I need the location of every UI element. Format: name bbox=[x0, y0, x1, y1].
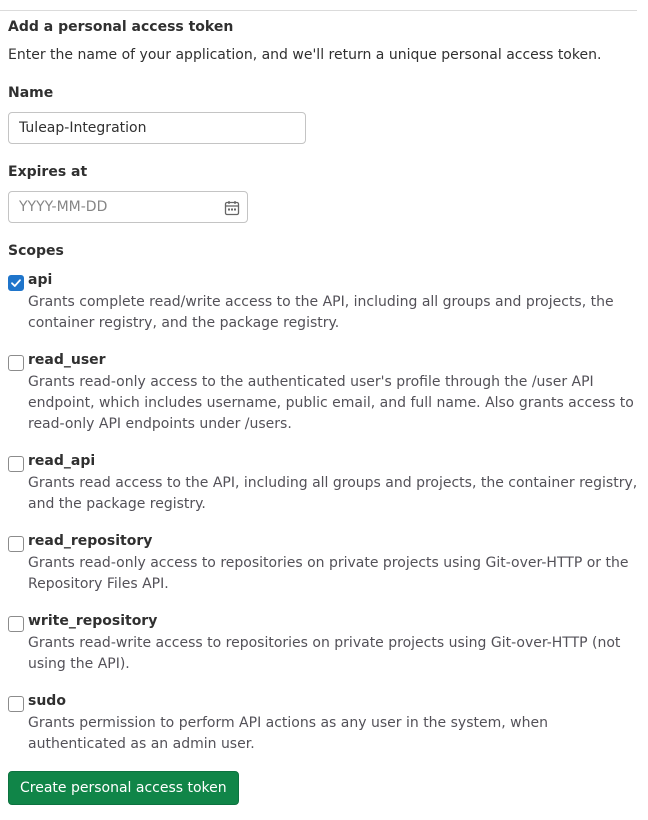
name-label: Name bbox=[8, 85, 54, 101]
scope-checkbox[interactable] bbox=[8, 536, 24, 552]
expires-date-input[interactable] bbox=[8, 191, 248, 223]
scope-name: read_user bbox=[28, 352, 106, 368]
expires-label: Expires at bbox=[8, 164, 88, 180]
divider bbox=[0, 10, 637, 11]
scope-checkbox[interactable] bbox=[8, 456, 24, 472]
scope-description: Grants read-write access to repositories on private projects using Git-over-HTTP (not using the API). bbox=[28, 635, 621, 672]
scope-description: Grants complete read/write access to the API, including all groups and projects, the container registry, and the package registry. bbox=[28, 294, 614, 331]
create-token-button[interactable]: Create personal access token bbox=[8, 771, 239, 805]
scope-name: api bbox=[28, 272, 53, 288]
name-input[interactable] bbox=[8, 112, 306, 144]
scope-name: read_repository bbox=[28, 533, 153, 549]
calendar-icon[interactable] bbox=[224, 200, 240, 216]
scope-checkbox[interactable] bbox=[8, 616, 24, 632]
scope-description: Grants read-only access to the authenticated user's profile through the /user API endpoint, which includes username, public email, and full name. Also grants access to read-only API endpoints under /users. bbox=[28, 374, 634, 432]
scope-name: write_repository bbox=[28, 613, 158, 629]
scopes-label: Scopes bbox=[8, 243, 64, 259]
scope-checkbox[interactable] bbox=[8, 696, 24, 712]
scope-description: Grants read access to the API, including all groups and projects, the container registry, and the package registry. bbox=[28, 475, 638, 512]
checkmark-icon bbox=[10, 277, 22, 289]
section-description: Enter the name of your application, and we'll return a unique personal access token. bbox=[8, 47, 602, 63]
scope-description: Grants permission to perform API actions as any user in the system, when authenticated as an admin user. bbox=[28, 715, 548, 752]
scope-checkbox[interactable] bbox=[8, 355, 24, 371]
section-title: Add a personal access token bbox=[8, 19, 234, 35]
scope-description: Grants read-only access to repositories on private projects using Git-over-HTTP or the Repository Files API. bbox=[28, 555, 629, 592]
scope-checkbox[interactable] bbox=[8, 275, 24, 291]
scope-name: read_api bbox=[28, 453, 96, 469]
scope-name: sudo bbox=[28, 693, 66, 709]
